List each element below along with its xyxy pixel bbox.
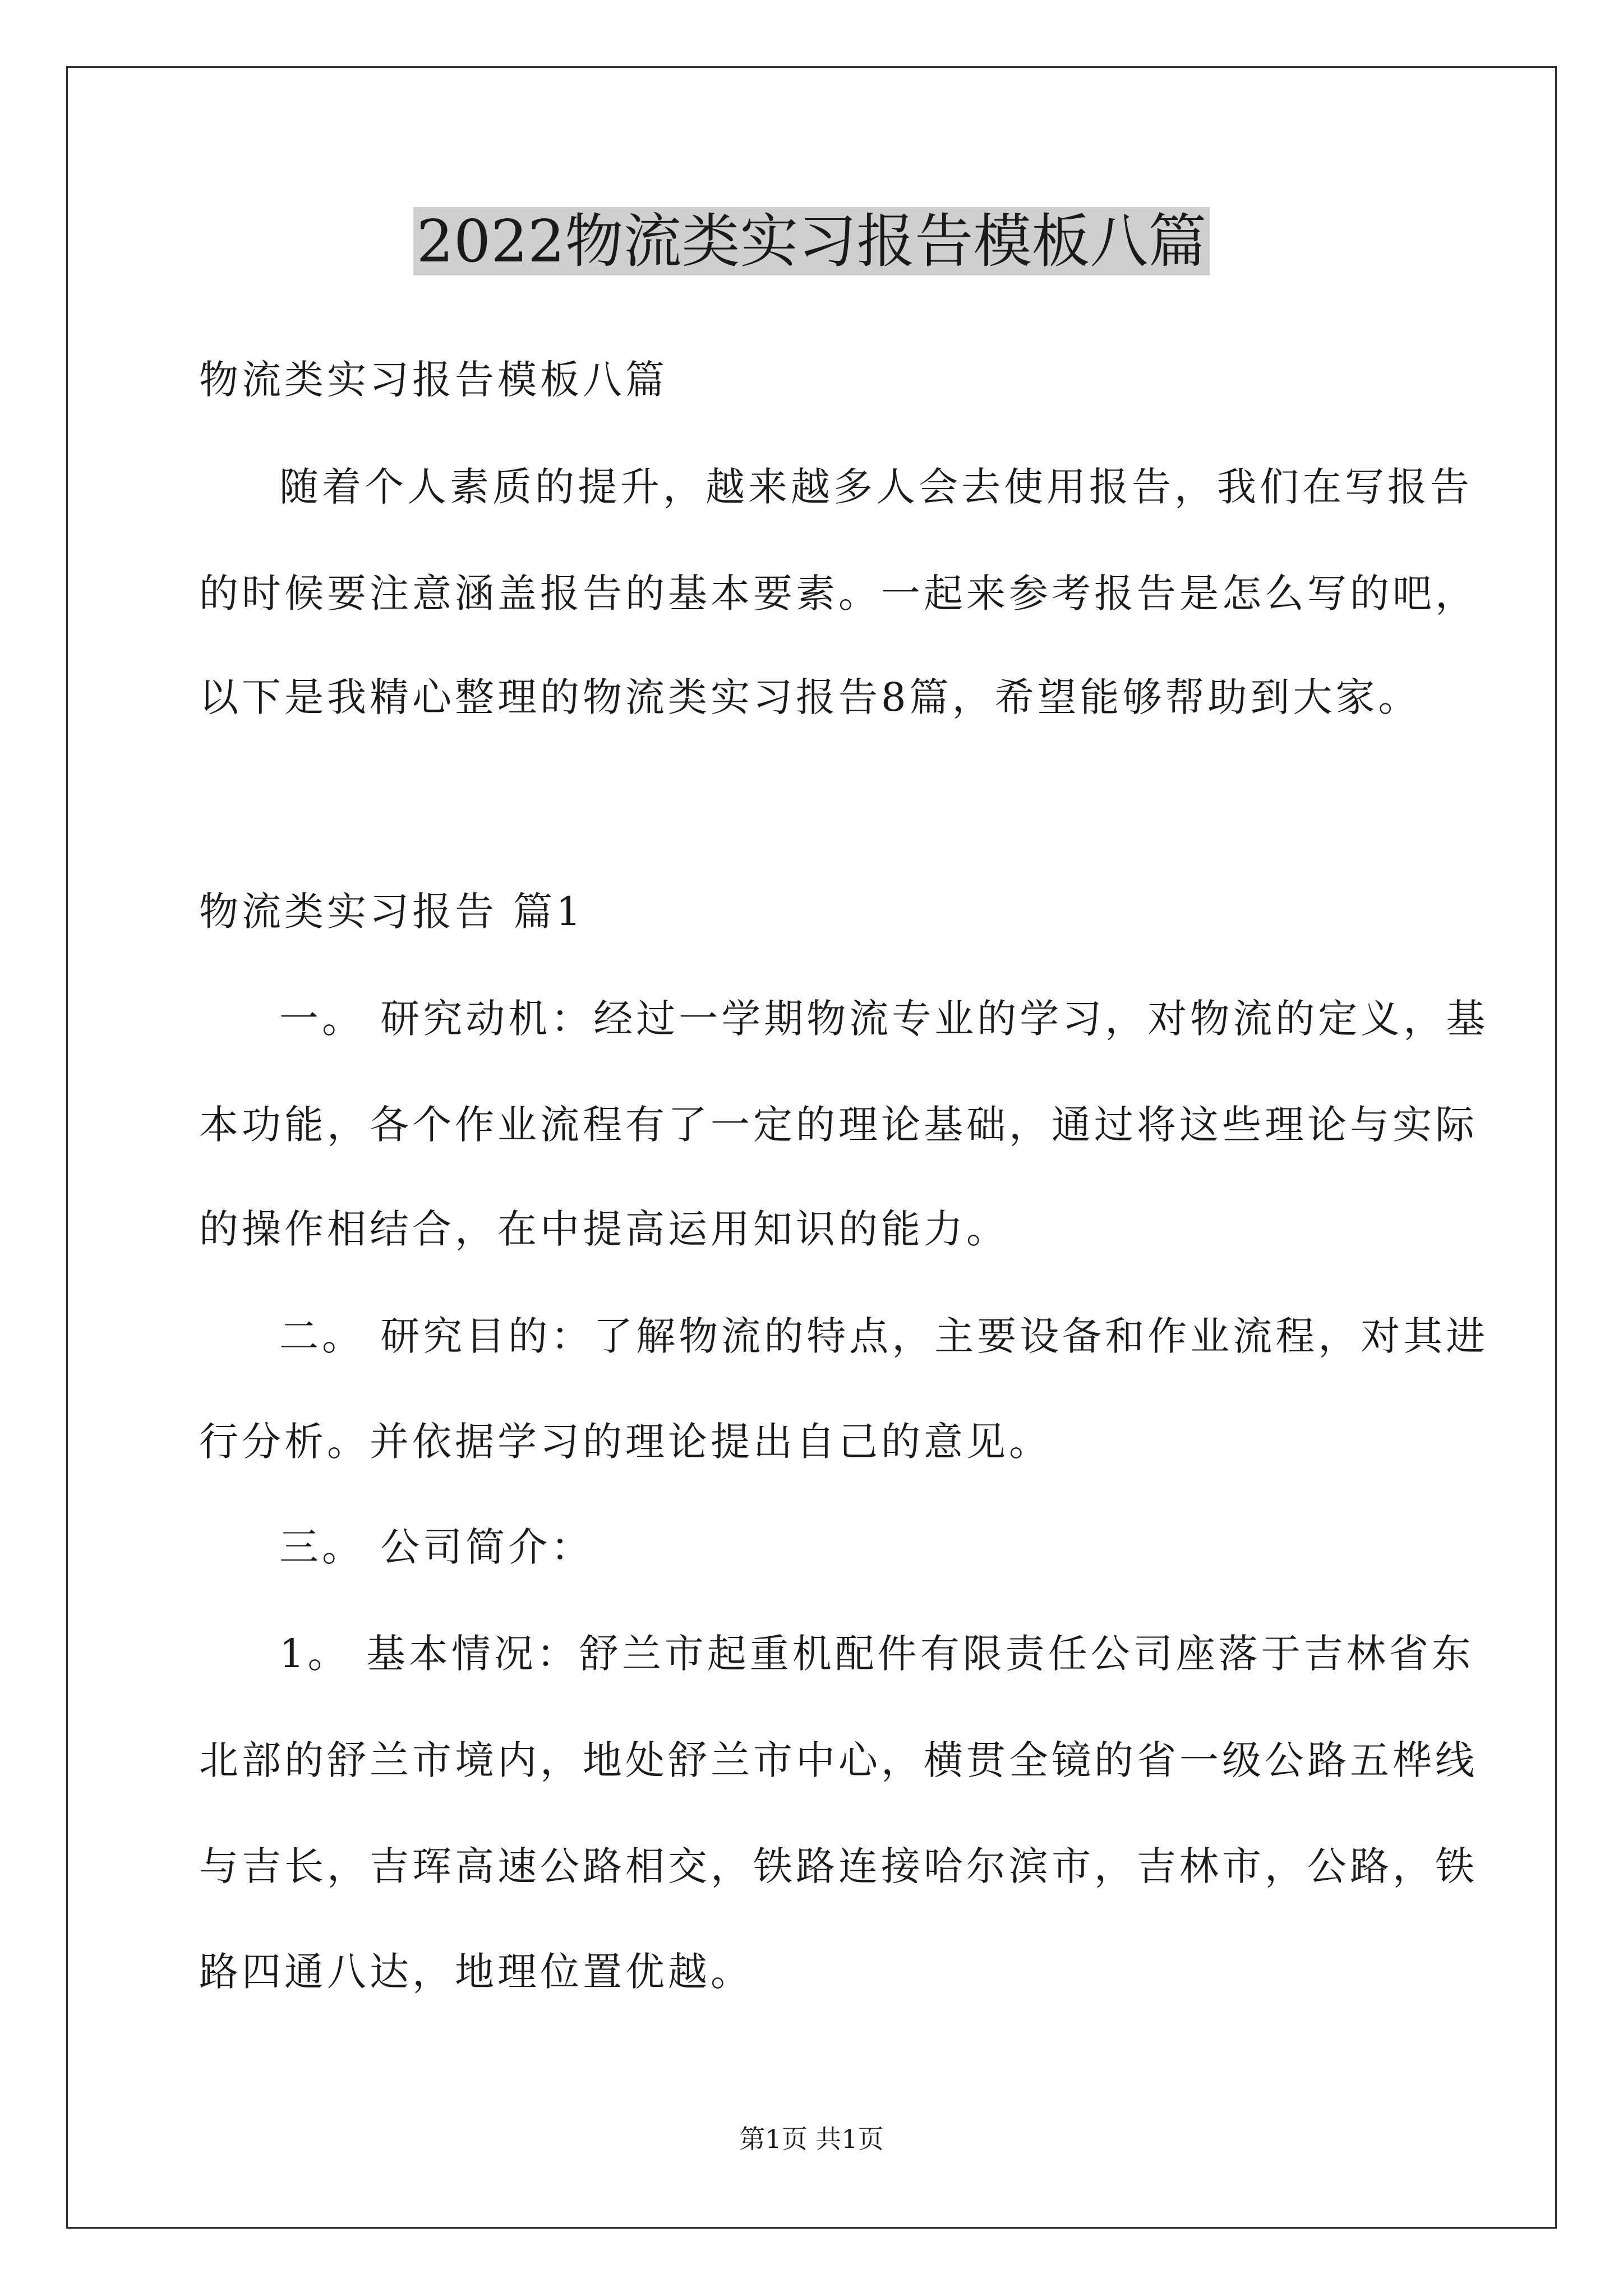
body-line-3: 的操作相结合，在中提高运用知识的能力。 xyxy=(199,1206,1009,1252)
document-subtitle: 物流类实习报告模板八篇 xyxy=(199,357,668,403)
body-line-6: 三。 公司简介： xyxy=(279,1524,594,1570)
intro-line-3: 以下是我精心整理的物流类实习报告8篇，希望能够帮助到大家。 xyxy=(199,674,1421,720)
body-line-5: 行分析。并依据学习的理论提出自己的意见。 xyxy=(199,1419,1052,1465)
body-line-7: 1。 基本情况：舒兰市起重机配件有限责任公司座落于吉林省东 xyxy=(279,1631,1474,1677)
body-line-4: 二。 研究目的：了解物流的特点，主要设备和作业流程，对其进 xyxy=(279,1313,1489,1359)
section-heading: 物流类实习报告 篇1 xyxy=(199,889,584,935)
body-line-9: 与吉长，吉珲高速公路相交，铁路连接哈尔滨市，吉林市，公路，铁 xyxy=(199,1843,1478,1889)
body-line-8: 北部的舒兰市境内，地处舒兰市中心，横贯全镜的省一级公路五桦线 xyxy=(199,1737,1478,1783)
intro-line-1: 随着个人素质的提升，越来越多人会去使用报告，我们在写报告 xyxy=(279,464,1473,510)
body-line-10: 路四通八达，地理位置优越。 xyxy=(199,1949,753,1995)
page-footer: 第1页 共1页 xyxy=(739,2124,884,2154)
document-title xyxy=(0,205,1623,278)
body-line-1: 一。 研究动机：经过一学期物流专业的学习，对物流的定义，基 xyxy=(279,996,1489,1042)
document-title-text: 2022物流类实习报告模板八篇 xyxy=(413,207,1210,275)
intro-line-2: 的时候要注意涵盖报告的基本要素。一起来参考报告是怎么写的吧， xyxy=(199,570,1478,616)
body-line-2: 本功能，各个作业流程有了一定的理论基础，通过将这些理论与实际 xyxy=(199,1102,1478,1148)
